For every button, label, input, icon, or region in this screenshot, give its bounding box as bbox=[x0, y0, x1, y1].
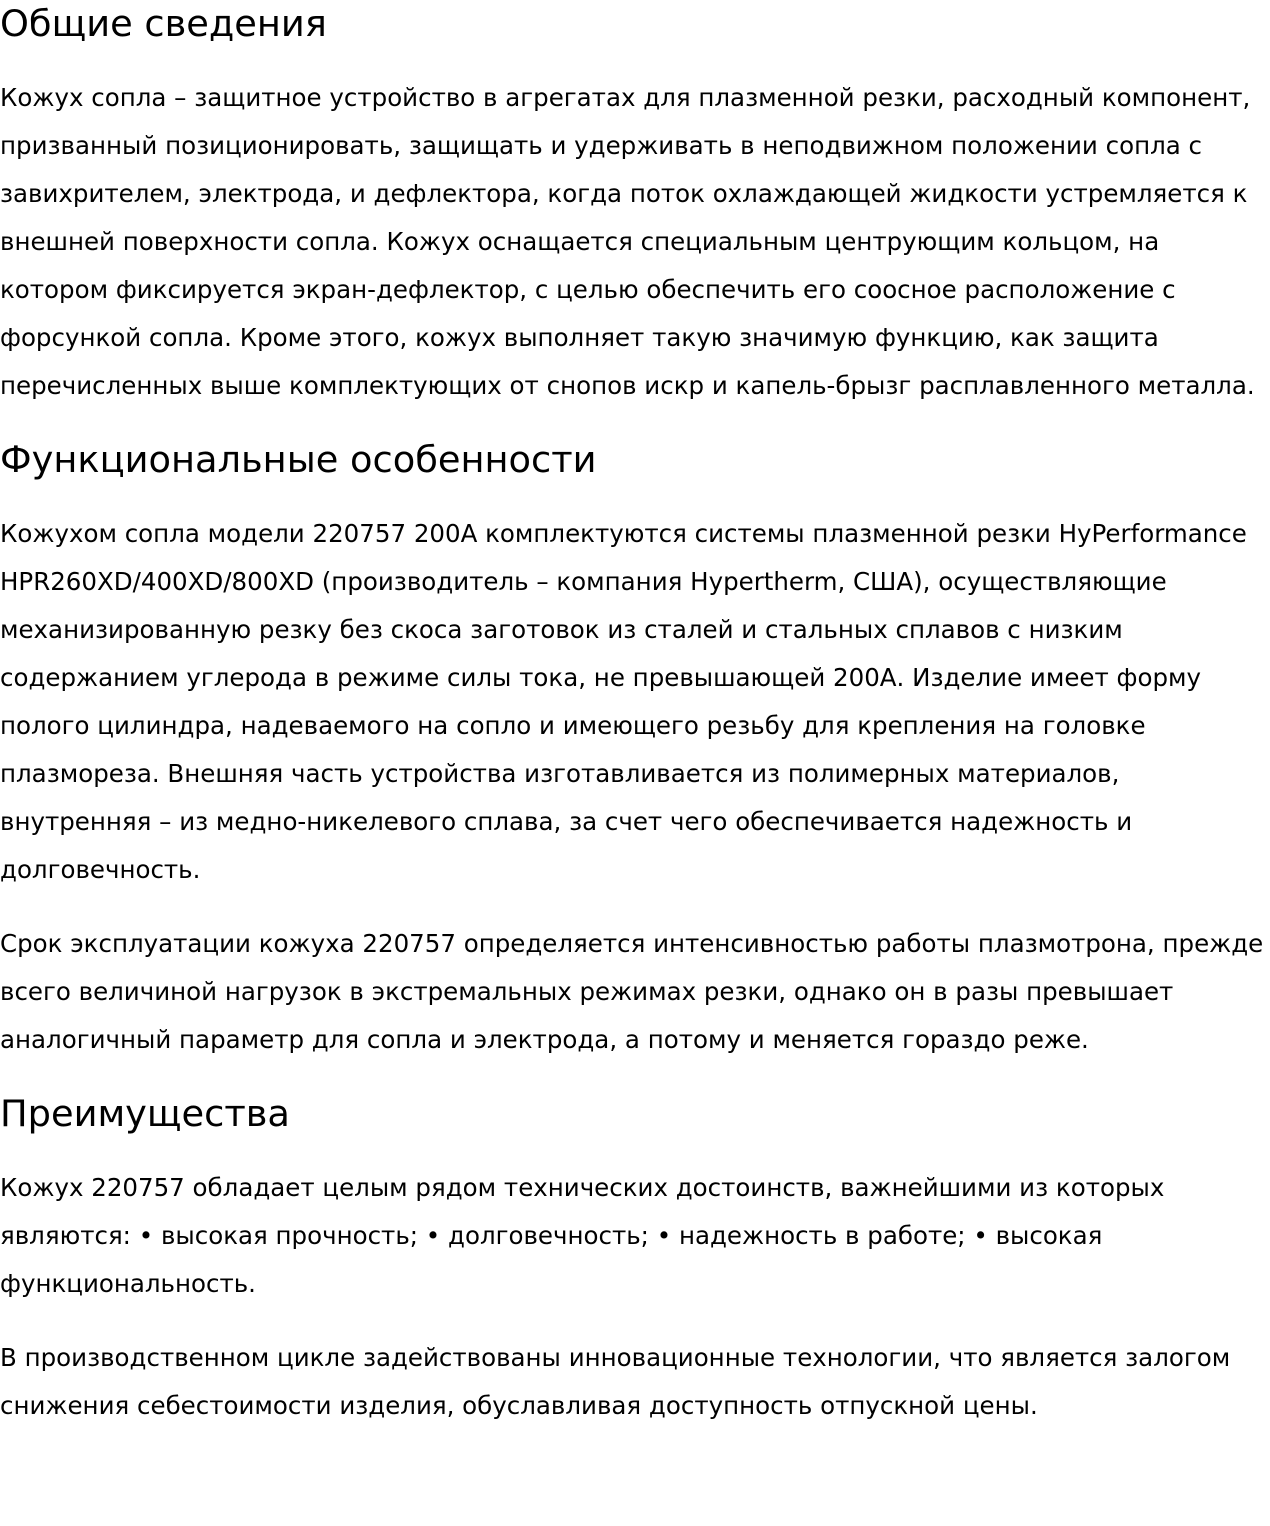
paragraph-general: Кожух сопла – защитное устройство в агрегатах для плазменной резки, расходный компонент, призванный позиционировать, защищать и удерживать в неподвижном положении сопла с завихрителем, электрода, и дефлектора, когда поток охлаждающей жидкости устремляется к внешней поверхности сопла. Кожух оснащается специальным центрующим кольцом, на котором фиксируется экран-дефлектор, с целью обеспечить его соосное расположение с форсункой сопла. Кроме этого, кожух выполняет такую значимую функцию, как защита перечисленных выше комплектующих от снопов искр и капель-брызг расплавленного металла. bbox=[0, 83, 1255, 400]
section-heading-features: Функциональные особенности bbox=[0, 438, 597, 481]
paragraph-features-2: Срок эксплуатации кожуха 220757 определяется интенсивностью работы плазмотрона, прежде всего величиной нагрузок в экстремальных режимах резки, однако он в разы превышает аналогичный параметр для сопла и электрода, а потому и меняется гораздо реже. bbox=[0, 929, 1264, 1054]
paragraph-advantages-1: Кожух 220757 обладает целым рядом технических достоинств, важнейшими из которых являются: • высокая прочность; • долговечность; • надежность в работе; • высокая функциональность. bbox=[0, 1173, 1165, 1298]
paragraph-features-1: Кожухом сопла модели 220757 200А комплектуются системы плазменной резки HyPerformance HPR260XD/400XD/800XD (производитель – компания Hypertherm, США), осуществляющие механизированную резку без скоса заготовок из сталей и стальных сплавов с низким содержанием углерода в режиме силы тока, не превышающей 200А. Изделие имеет форму полого цилиндра, надеваемого на сопло и имеющего резьбу для крепления на головке плазмореза. Внешняя часть устройства изготавливается из полимерных материалов, внутренняя – из медно-никелевого сплава, за счет чего обеспечивается надежность и долговечность. bbox=[0, 519, 1247, 884]
section-heading-general: Общие сведения bbox=[0, 2, 327, 45]
section-heading-advantages: Преимущества bbox=[0, 1092, 290, 1135]
paragraph-advantages-2: В производственном цикле задействованы инновационные технологии, что является залогом снижения себестоимости изделия, обуславливая доступность отпускной цены. bbox=[0, 1343, 1231, 1420]
